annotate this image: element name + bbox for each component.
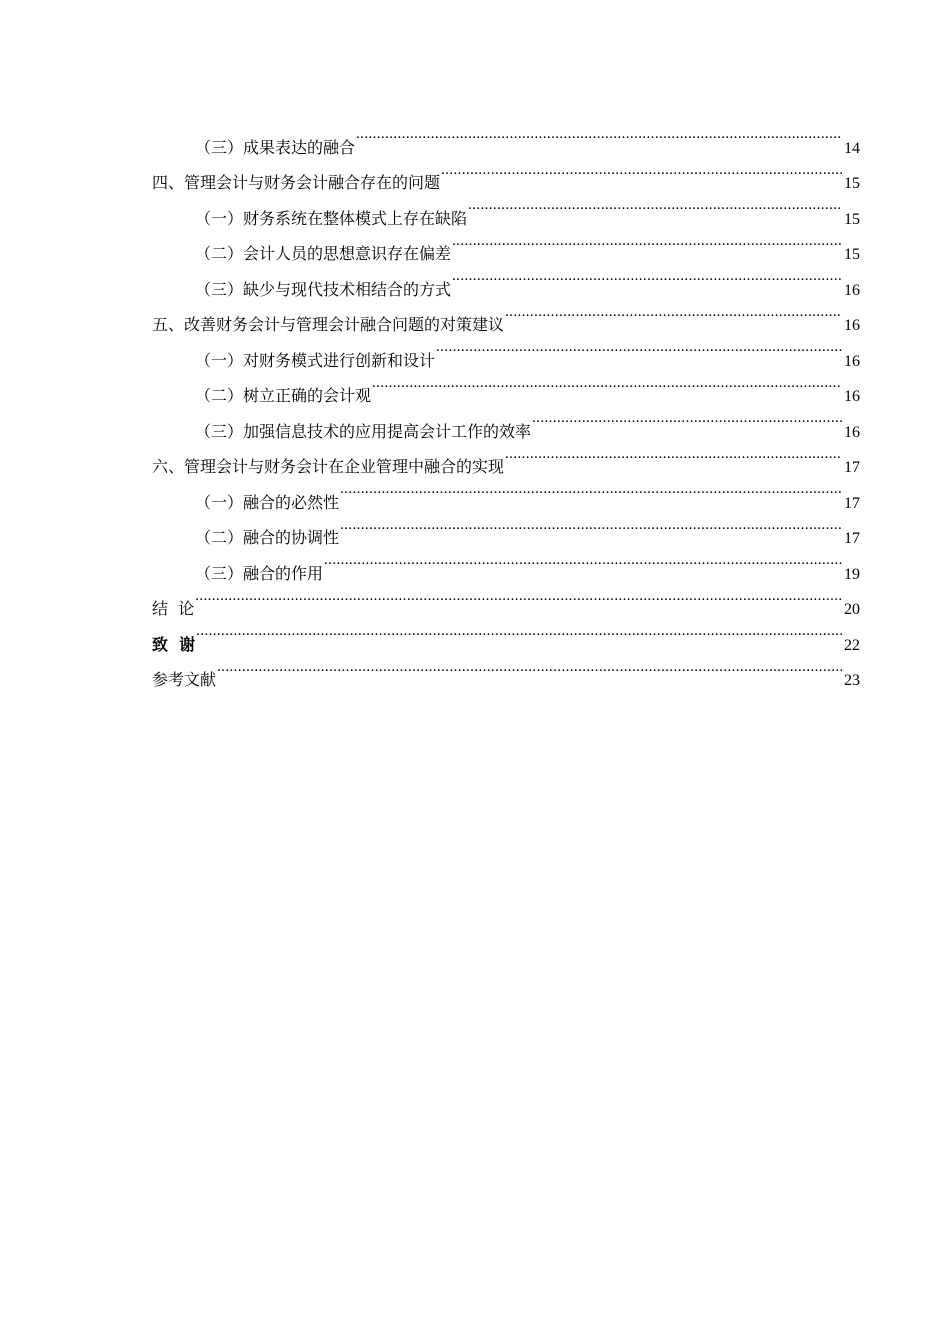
toc-entry-label: 五、改善财务会计与管理会计融合问题的对策建议	[152, 315, 505, 334]
toc-leader-dots	[196, 614, 842, 650]
toc-leader-dots	[532, 401, 842, 437]
toc-leader-dots	[372, 366, 842, 402]
toc-entry-page: 23	[844, 672, 860, 689]
toc-leader-dots	[217, 650, 842, 686]
toc-leader-dots	[452, 224, 842, 260]
toc-entry-page: 16	[844, 317, 860, 334]
toc-entry-label: （三）成果表达的融合	[195, 137, 356, 157]
toc-entry-page: 17	[844, 459, 860, 476]
table-of-contents	[152, 117, 860, 689]
toc-entry-page: 22	[844, 636, 860, 654]
toc-entry-page: 15	[844, 175, 860, 192]
toc-entry-label: （三）融合的作用	[195, 563, 324, 583]
toc-entry-page: 15	[844, 210, 860, 228]
toc-entry[interactable]	[152, 614, 860, 654]
toc-leader-dots	[340, 472, 842, 508]
toc-leader-dots	[195, 579, 842, 615]
toc-entry-page: 20	[844, 601, 860, 618]
toc-entry-label: （一）对财务模式进行创新和设计	[195, 350, 436, 370]
toc-entry-label: （一）融合的必然性	[195, 492, 340, 512]
toc-entry-label: 参考文献	[152, 670, 217, 689]
toc-leader-dots	[505, 437, 842, 473]
toc-entry-page: 16	[844, 281, 860, 299]
toc-entry-label: 致 谢	[152, 634, 196, 654]
toc-entry-page: 14	[844, 139, 860, 157]
toc-leader-dots	[468, 188, 842, 224]
toc-entry-label: （三）加强信息技术的应用提高会计工作的效率	[195, 421, 532, 441]
toc-entry[interactable]	[152, 650, 860, 689]
toc-leader-dots	[356, 117, 842, 153]
toc-entry-page: 17	[844, 530, 860, 547]
toc-entry-label: （二）树立正确的会计观	[195, 386, 372, 405]
toc-entry-page: 16	[844, 423, 860, 441]
toc-entry-label: （三）缺少与现代技术相结合的方式	[195, 279, 452, 299]
toc-leader-dots	[441, 153, 842, 189]
toc-entry-page: 19	[844, 565, 860, 583]
toc-entry-label: 六、管理会计与财务会计在企业管理中融合的实现	[152, 457, 505, 476]
toc-leader-dots	[340, 508, 842, 544]
toc-entry[interactable]	[152, 579, 860, 618]
toc-entry-label: 四、管理会计与财务会计融合存在的问题	[152, 173, 441, 192]
toc-entry-page: 15	[844, 246, 860, 263]
toc-entry-page: 16	[844, 352, 860, 370]
toc-entry-page: 16	[844, 388, 860, 405]
toc-entry-label: （一）财务系统在整体模式上存在缺陷	[195, 208, 468, 228]
toc-leader-dots	[505, 295, 842, 331]
toc-entry-label: （二）融合的协调性	[195, 528, 340, 547]
toc-leader-dots	[436, 330, 842, 366]
toc-entry[interactable]	[152, 117, 860, 157]
toc-entry-label: （二）会计人员的思想意识存在偏差	[195, 244, 452, 263]
toc-leader-dots	[452, 259, 842, 295]
toc-leader-dots	[324, 543, 842, 579]
toc-entry-page: 17	[844, 494, 860, 512]
toc-entry-label: 结 论	[152, 599, 195, 618]
